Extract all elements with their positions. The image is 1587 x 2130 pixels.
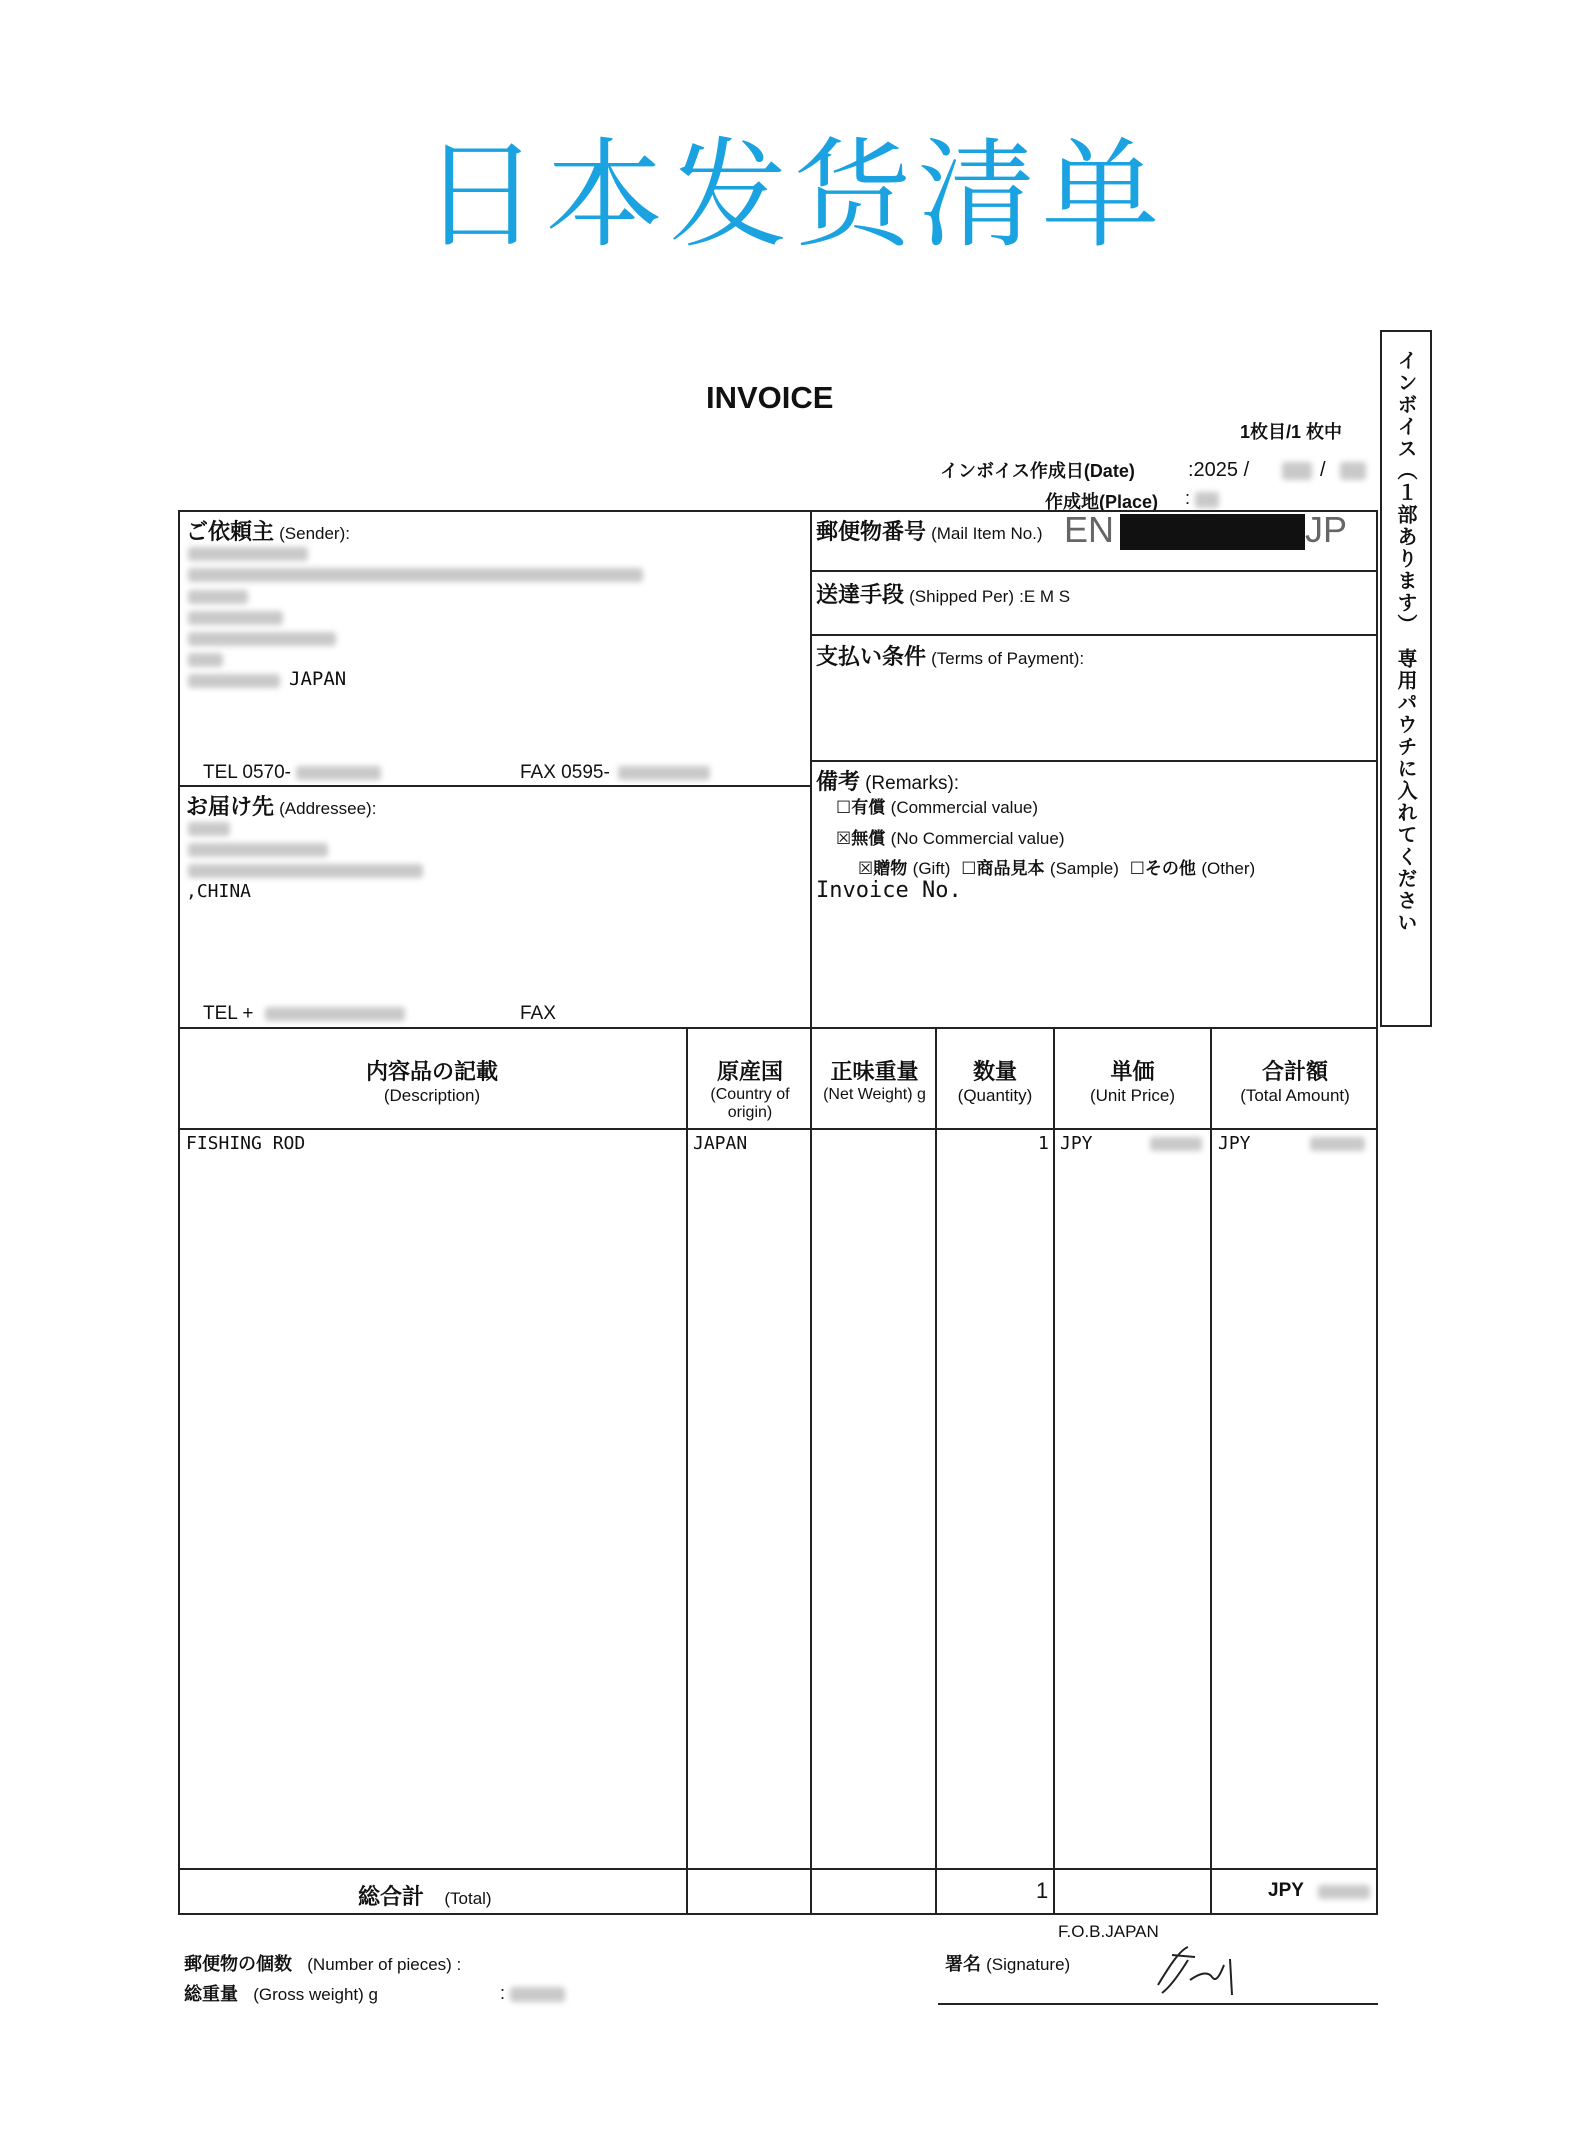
date-month-redacted	[1282, 462, 1312, 480]
col-line-5	[1210, 1027, 1212, 1915]
total-currency: JPY	[1268, 1880, 1304, 1901]
pieces-label: 郵便物の個数 (Number of pieces) :	[184, 1954, 462, 1975]
col-line-4	[1053, 1027, 1055, 1915]
row-description: FISHING ROD	[186, 1133, 306, 1154]
sender-line-6	[188, 653, 223, 667]
table-total-top	[178, 1868, 1378, 1870]
sender-tel: TEL 0570-	[203, 762, 292, 783]
shipped-label: 送達手段 (Shipped Per) :E M S	[816, 583, 1071, 608]
col-line-1	[686, 1027, 688, 1915]
invoice-title: INVOICE	[706, 380, 834, 415]
gross-weight-label: 総重量 (Gross weight) g	[184, 1984, 378, 2005]
sender-postal	[188, 674, 280, 688]
payment-divider	[810, 760, 1378, 762]
banner-title: 日本发货清单	[421, 126, 1166, 264]
addressee-country: ,CHINA	[186, 881, 252, 902]
date-day-redacted	[1340, 462, 1366, 480]
total-label: 総合計 (Total)	[358, 1885, 492, 1910]
header-origin: 原産国 (Country of origin)	[710, 1060, 790, 1121]
addressee-tel: TEL +	[203, 1003, 254, 1024]
sender-line-3	[188, 590, 248, 604]
table-header-bottom	[178, 1128, 1378, 1130]
place-redacted	[1195, 492, 1219, 508]
row-total-currency: JPY	[1218, 1133, 1251, 1154]
sender-fax-redacted	[618, 766, 710, 780]
place-label: 作成地(Place)	[1045, 492, 1159, 512]
signature-line	[938, 2003, 1378, 2005]
sender-fax: FAX 0595-	[520, 762, 610, 783]
table-top	[178, 1027, 1378, 1029]
col-line-2	[810, 1027, 812, 1915]
row-unit-currency: JPY	[1060, 1133, 1093, 1154]
header-net-weight: 正味重量 (Net Weight) g	[823, 1060, 926, 1103]
total-amount-redacted	[1318, 1885, 1370, 1899]
sender-line-4	[188, 611, 283, 625]
place-value: :	[1185, 488, 1191, 508]
mail-divider	[810, 570, 1378, 572]
sender-line-1	[188, 547, 308, 561]
sender-tel-redacted	[296, 766, 381, 780]
row-origin: JAPAN	[693, 1133, 748, 1154]
header-quantity: 数量 (Quantity)	[957, 1060, 1033, 1105]
addressee-tel-redacted	[265, 1007, 405, 1021]
sender-line-5	[188, 632, 336, 646]
addressee-line-3	[188, 864, 423, 878]
top-divider	[810, 510, 812, 1028]
mail-item-prefix: EN	[1064, 509, 1115, 550]
row-total-redacted	[1310, 1137, 1365, 1151]
mail-item-label: 郵便物番号 (Mail Item No.)	[816, 520, 1043, 545]
row-quantity: 1	[1038, 1133, 1049, 1154]
mail-item-redacted	[1120, 514, 1305, 550]
remarks-no-commercial: ☒無償 (No Commercial value)	[836, 829, 1065, 849]
sender-country: JAPAN	[289, 668, 347, 690]
sender-label: ご依頼主 (Sender):	[186, 520, 350, 545]
addressee-label: お届け先 (Addressee):	[186, 795, 377, 820]
mail-item-suffix: JP	[1305, 509, 1348, 550]
remarks-commercial: ☐有償 (Commercial value)	[836, 798, 1039, 818]
payment-label: 支払い条件 (Terms of Payment):	[816, 645, 1085, 670]
sender-addressee-divider	[178, 785, 811, 787]
invoice-number-label: Invoice No.	[816, 878, 962, 903]
total-quantity: 1	[1036, 1878, 1049, 1903]
fob-label: F.O.B.JAPAN	[1058, 1922, 1159, 1941]
remarks-label: 備考 (Remarks):	[816, 770, 960, 795]
header-unit-price: 単価 (Unit Price)	[1089, 1060, 1175, 1105]
col-line-3	[935, 1027, 937, 1915]
date-label: インボイス作成日(Date)	[940, 461, 1135, 481]
signature-label: 署名 (Signature)	[945, 1954, 1071, 1975]
date-value: :2025 /	[1188, 459, 1250, 481]
shipped-divider	[810, 634, 1378, 636]
gross-weight-colon: :	[500, 1983, 506, 2003]
row-unit-price-redacted	[1150, 1137, 1202, 1151]
header-description: 内容品の記載 (Description)	[365, 1060, 498, 1105]
addressee-line-1	[188, 822, 230, 836]
addressee-fax: FAX	[520, 1003, 556, 1024]
addressee-line-2	[188, 843, 328, 857]
signature-scribble	[1150, 1935, 1240, 2000]
sender-line-2	[188, 568, 643, 582]
invoice-form	[178, 510, 1378, 1915]
remarks-options: ☒贈物 (Gift) ☐商品見本 (Sample) ☐その他 (Other)	[858, 859, 1256, 879]
gross-weight-redacted	[510, 1987, 565, 2002]
side-note: インボイス（１部あります） 専用パウチに入れてください	[1394, 350, 1418, 934]
page-count: 1枚目/1 枚中	[1240, 422, 1343, 442]
header-total-amount: 合計額 (Total Amount)	[1240, 1060, 1350, 1105]
date-separator: /	[1320, 459, 1326, 481]
